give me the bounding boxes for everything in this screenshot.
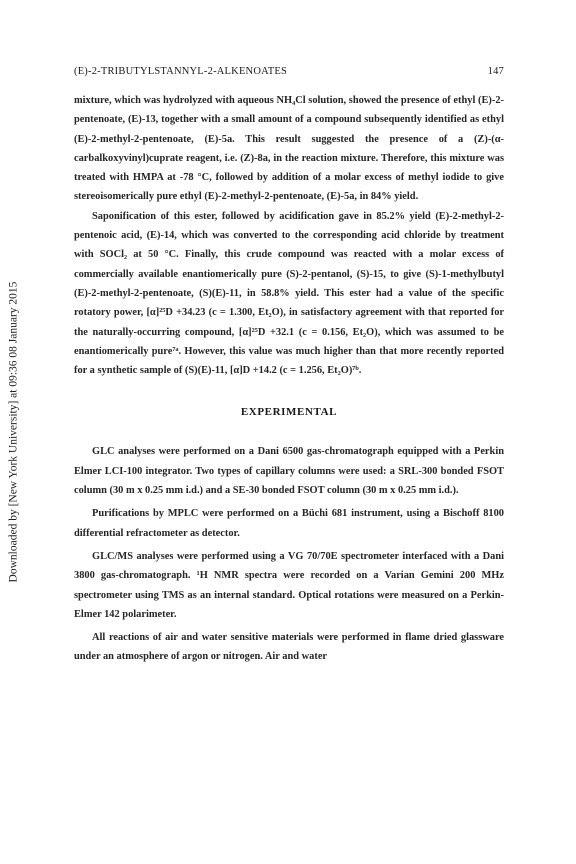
experimental-paragraph: GLC analyses were performed on a Dani 6500 gas-chromatograph equipped with a Perkin Elmer LCI-100 integrator. Two types of capillary columns were used: a SRL-300 bonded FSOT column (30 m x 0.25 mm i.d.) and a SE-30 bonded FSOT column (30 m x 0.25 mm i.d.). <box>74 446 504 497</box>
page-content <box>74 66 504 667</box>
download-note: Downloaded by [New York University] at 09:36 08 January 2015 <box>7 281 20 583</box>
experimental-paragraph: Purifications by MPLC were performed on a Büchi 681 instrument, using a Bischoff 8100 differential refractometer as detector. <box>74 508 504 539</box>
experimental-paragraph: GLC/MS analyses were performed using a VG 70/70E spectrometer interfaced with a Dani 3800 gas-chromatograph. ¹H NMR spectra were recorded on a Varian Gemini 200 MHz spectrometer using TMS as an internal standard. Optical rotations were measured on a Perkin-Elmer 142 polarimeter. <box>74 550 504 620</box>
body-paragraph: mixture, which was hydrolyzed with aqueous NH₄Cl solution, showed the presence of ethyl (E)-2-pentenoate, (E)-13, together with a small amount of a compound subsequently identified as ethyl (E)-2-methyl-2-pentenoate, (E)-5a. This result suggested the presence of a (Z)-(α-carbalkoxyvinyl)cuprate reagent, i.e. (Z)-8a, in the reaction mixture. Therefore, this mixture was treated with HMPA at -78 °C, followed by addition of a molar excess of methyl iodide to give stereoisomerically pure ethyl (E)-2-methyl-2-pentenoate, (E)-5a, in 84% yield. <box>74 95 504 203</box>
running-title: (E)-2-TRIBUTYLSTANNYL-2-ALKENOATES <box>74 66 288 77</box>
download-watermark <box>0 0 26 864</box>
experimental-paragraph: All reactions of air and water sensitive materials were performed in flame dried glassware under an atmosphere of argon or nitrogen. Air and water <box>74 632 504 663</box>
section-heading: EXPERIMENTAL <box>240 406 338 419</box>
running-header <box>74 66 504 77</box>
page-number: 147 <box>487 66 504 77</box>
body-paragraph: Saponification of this ester, followed by acidification gave in 85.2% yield (E)-2-methyl-2-pentenoic acid, (E)-14, which was converted to the corresponding acid chloride by treatment with SOCl₂ at 50 °C. Finally, this crude compound was reacted with a molar excess of commercially available enantiomerically pure (S)-2-pentanol, (S)-15, to give (S)-1-methylbutyl (E)-2-methyl-2-pentenoate, (S)(E)-11, in 58.8% yield. This ester had a value of the specific rotatory power, [α]²⁵D +34.23 (c = 1.300, Et₂O), in satisfactory agreement with that reported for the naturally-occurring compound, [α]²⁵D +32.1 (c = 0.156, Et₂O), which was assumed to be enantiomerically pure⁷ᵃ. However, this value was much higher than that more recently reported for a synthetic sample of (S)(E)-11, [α]D +14.2 (c = 1.256, Et₂O)⁷ᵇ. <box>74 210 504 377</box>
